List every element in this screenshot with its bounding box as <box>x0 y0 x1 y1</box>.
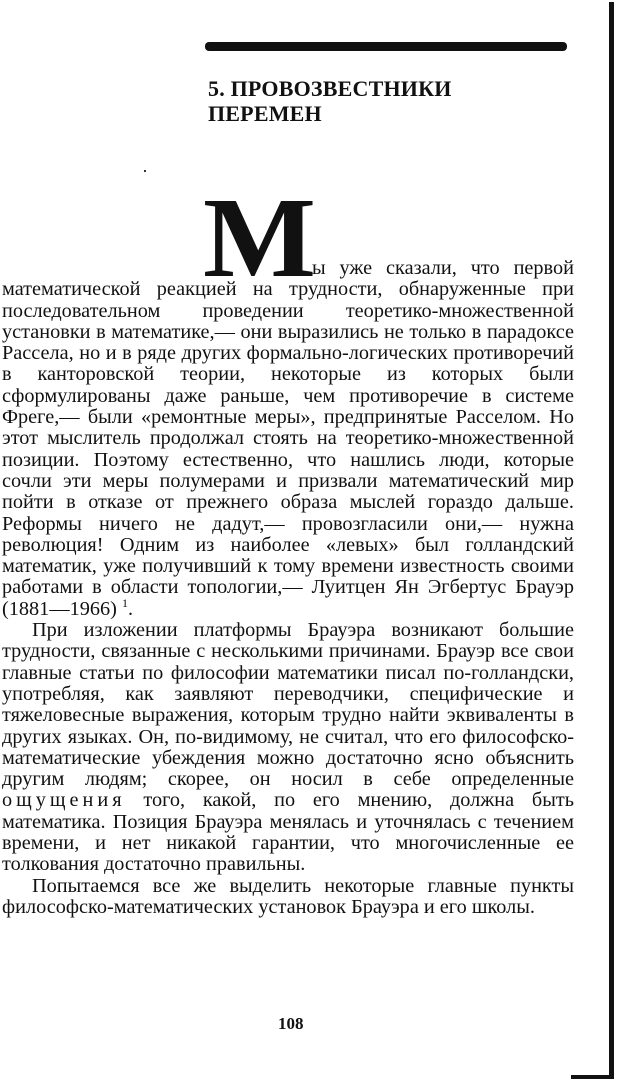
paragraph-3-text: Попытаемся все же выделить некоторые главные пункты философско-математических установок Брауэра и его школы. <box>2 874 574 918</box>
top-decorative-rule <box>205 42 567 51</box>
paragraph-1-first-line: ы уже сказали, что первой <box>312 257 574 279</box>
print-speck <box>144 170 146 172</box>
paragraph-1 <box>2 258 574 620</box>
page-bottom-border <box>571 1075 614 1079</box>
paragraph-3 <box>2 876 574 919</box>
paragraph-2 <box>2 620 574 876</box>
chapter-title-line1: 5. ПРОВОЗВЕСТНИКИ <box>208 76 452 101</box>
footnote-reference[interactable]: 1 <box>122 595 128 610</box>
page-right-border <box>609 2 614 1079</box>
drop-cap-letter: М <box>203 174 316 301</box>
paragraph-1-text: математической реакцией на трудности, обнаруженные при последовательном проведении теоретико-множественной установки в математике,— они выразились не только в парадоксе Рассела, но и в ряде других формально-логических противоречий в канторовской теории, некоторые из которых были сформулированы даже раньше, чем противоречие в системе Фреге,— были «ремонтные меры», предпринятые Расселом. Но этот мыслитель продолжал стоять на теоретико-множественной позиции. Поэтому естественно, что нашлись люди, которые сочли эти меры полумерами и призвали математический мир пойти в отказе от прежнего образа мыслей гораздо дальше. Реформы ничего не дадут,— провозгласили они,— нужна революция! Одним из наиболее «левых» был голландский математик, уже получивший к тому времени известность своими работами в области топологии,— Луитцен Ян Эгбертус Брауэр (1881—1966) <box>2 278 574 620</box>
page-number: 108 <box>278 1014 304 1033</box>
chapter-title <box>208 76 508 126</box>
chapter-title-line2: ПЕРЕМЕН <box>208 101 322 126</box>
body-text <box>2 258 574 918</box>
paragraph-2-text-before: При изложении платформы Брауэра возникают большие трудности, связанные с несколькими причинами. Брауэр все свои главные статьи по философии математики писал по-голландски, употребляя, как заявляют переводчики, специфические и тяжеловесные выражения, которым трудно найти эквиваленты в других языках. Он, по-видимому, не считал, что его философско-математические убеждения можно достаточно ясно объяснить другим людям; скорее, он носил в себе определенные <box>2 619 574 791</box>
emphasized-word: ощущения <box>2 789 126 812</box>
paragraph-1-end: . <box>128 597 134 620</box>
paragraph-2-text-after: того, какой, по его мнению, должна быть математика. Позиция Брауэра менялась и уточнялась с течением времени, и нет никакой гарантии, что многочисленные ее толкования достаточно правильны. <box>2 789 574 876</box>
